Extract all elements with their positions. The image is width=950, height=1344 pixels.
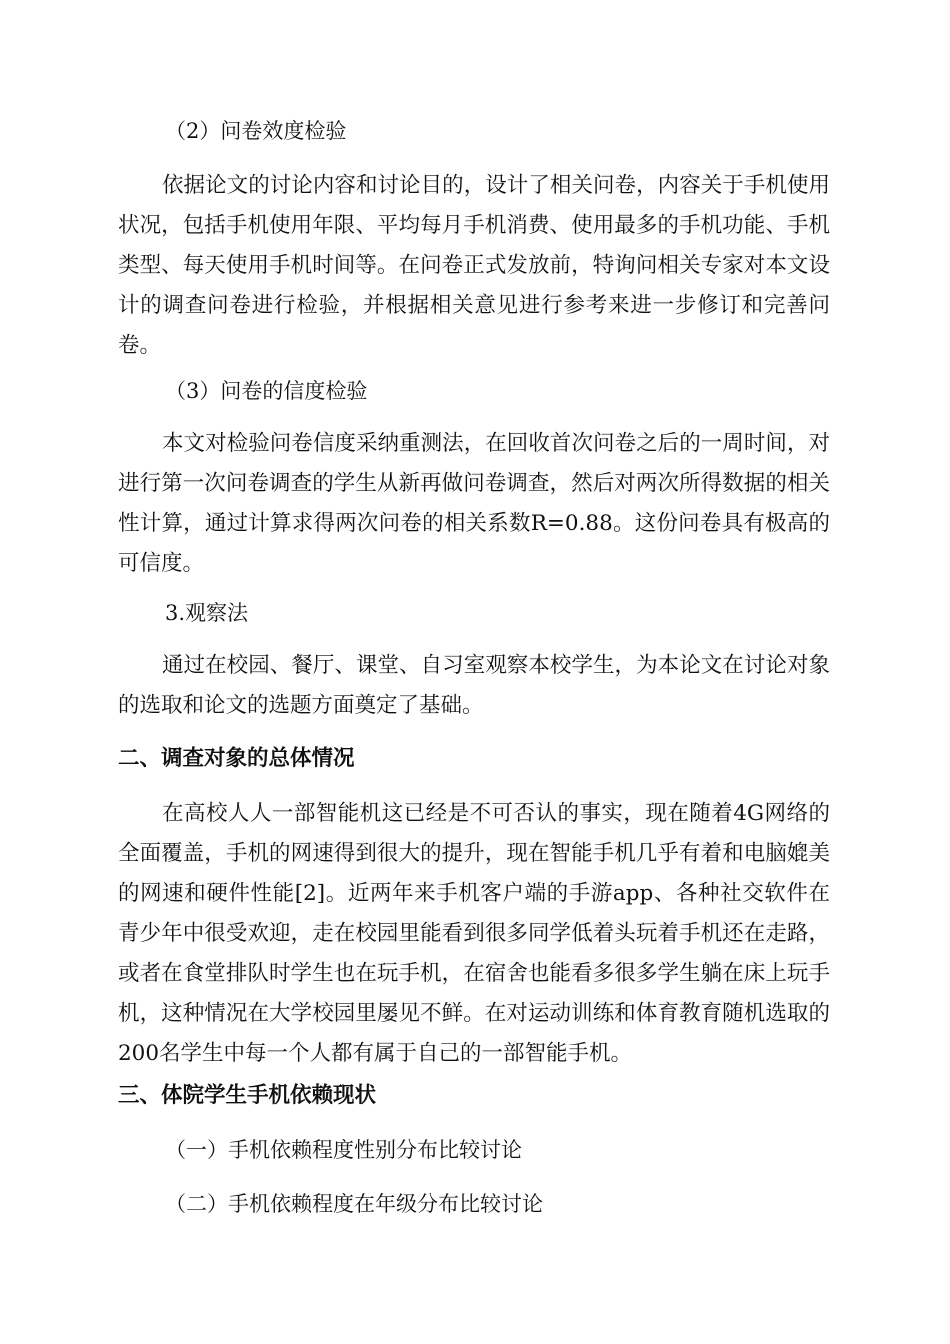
validity-paragraph: 依据论文的讨论内容和讨论目的，设计了相关问卷，内容关于手机使用状况，包括手机使用年限、平均每月手机消费、使用最多的手机功能、手机类型、每天使用手机时间等。在问卷正式发放前，特询问相关专家对本文设计的调查问卷进行检验，并根据相关意见进行参考来进一步修订和完善问卷。 bbox=[118, 173, 830, 358]
reliability-paragraph: 本文对检验问卷信度采纳重测法，在回收首次问卷之后的一周时间，对进行第一次问卷调查的学生从新再做问卷调查，然后对两次所得数据的相关性计算，通过计算求得两次问卷的相关系数R=0.88。这份问卷具有极高的可信度。 bbox=[118, 431, 830, 576]
section-heading-two: 二、调查对象的总体情况 bbox=[118, 746, 355, 771]
subsection-grade: （二）手机依赖程度在年级分布比较讨论 bbox=[165, 1192, 543, 1216]
observation-paragraph: 通过在校园、餐厅、课堂、自习室观察本校学生，为本论文在讨论对象的选取和论文的选题方面奠定了基础。 bbox=[118, 653, 830, 718]
subsection-gender: （一）手机依赖程度性别分布比较讨论 bbox=[165, 1138, 522, 1162]
overview-paragraph: 在高校人人一部智能机这已经是不可否认的事实，现在随着4G网络的全面覆盖，手机的网速得到很大的提升，现在智能手机几乎有着和电脑媲美的网速和硬件性能[2]。近两年来手机客户端的手游app、各种社交软件在青少年中很受欢迎，走在校园里能看到很多同学低着头玩着手机还在走路，或者在食堂排队时学生也在玩手机，在宿舍也能看多很多学生躺在床上玩手机，这种情况在大学校园里屡见不鲜。在对运动训练和体育教育随机选取的200名学生中每一个人都有属于自己的一部智能手机。 bbox=[118, 801, 830, 1066]
observation-subtitle: 3.观察法 bbox=[165, 601, 249, 625]
section-heading-three: 三、体院学生手机依赖现状 bbox=[118, 1083, 377, 1108]
validity-subtitle: （2）问卷效度检验 bbox=[165, 119, 347, 143]
reliability-subtitle: （3）问卷的信度检验 bbox=[165, 379, 368, 403]
